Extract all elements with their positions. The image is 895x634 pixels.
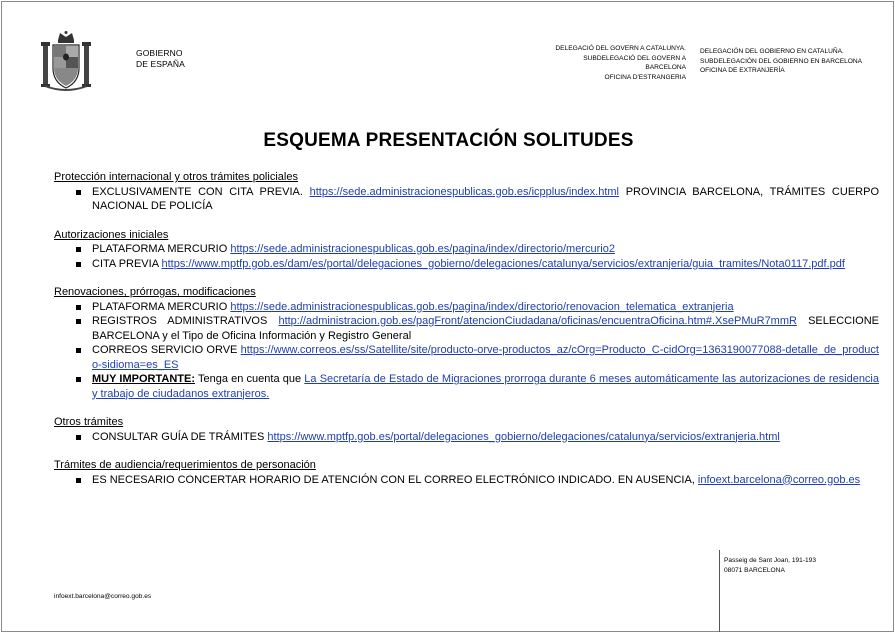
- bullet-icon: [76, 262, 81, 267]
- address-line: Passeig de Sant Joan, 191-193: [724, 557, 817, 564]
- deleg-es-line: DELEGACIÓN DEL GOBIERNO EN CATALUÑA.: [700, 48, 844, 55]
- deleg-ca-line: DELEGACIÓ DEL GOVERN A CATALUNYA.: [555, 45, 686, 52]
- item-text: PLATAFORMA MERCURIO: [92, 243, 231, 255]
- list-item: [54, 314, 879, 343]
- section-title: Renovaciones, prórrogas, modificaciones: [54, 286, 256, 298]
- item-text: Tenga en cuenta que: [195, 373, 305, 385]
- bullet-icon: [76, 305, 81, 310]
- address-divider: [719, 550, 720, 632]
- deleg-es-line: OFICINA DE EXTRANJERÍA: [700, 67, 785, 74]
- item-text: EXCLUSIVAMENTE CON CITA PREVIA.: [92, 185, 310, 198]
- footer-email: infoext.barcelona@correo.gob.es: [54, 593, 152, 600]
- item-text: ES NECESARIO CONCERTAR HORARIO DE ATENCIÓN CON EL CORREO ELECTRÓNICO INDICADO. EN AUSENCIA,: [92, 473, 698, 486]
- item-text: PROVINCIA BARCELONA, TRÁMITES CUERPO NACIONAL DE POLICÍA: [92, 185, 879, 212]
- deleg-ca-line: BARCELONA: [645, 64, 686, 71]
- section-title: Autorizaciones iniciales: [54, 228, 169, 241]
- deleg-es-line: SUBDELEGACIÓN DEL GOBIERNO EN BARCELONA: [700, 57, 863, 65]
- link[interactable]: https://sede.administracionespublicas.gob.es/pagina/index/directorio/mercurio2: [230, 243, 615, 255]
- address-block: [724, 556, 816, 575]
- gov-line-2: DE ESPAÑA: [136, 59, 185, 69]
- deleg-ca-line: OFICINA D'ESTRANGERIA: [604, 73, 686, 81]
- bullet-icon: [76, 377, 81, 382]
- link[interactable]: https://sede.administracionespublicas.gob.es/icpplus/index.html: [309, 185, 620, 198]
- list-item: [54, 300, 879, 315]
- list-item: [54, 372, 879, 401]
- bullet-icon: [76, 190, 81, 195]
- coat-of-arms-icon: [40, 30, 92, 96]
- address-line: 08071 BARCELONA: [724, 566, 785, 574]
- list-item: [54, 430, 879, 445]
- deleg-ca-line: SUBDELEGACIÓ DEL GOVERN A: [583, 54, 686, 62]
- section-audiencia: [54, 458, 879, 487]
- section-title: Trámites de audiencia/requerimientos de personación: [54, 459, 316, 471]
- link[interactable]: https://sede.administracionespublicas.gob.es/pagina/index/directorio/renovacion_telematica_extranjeria: [230, 300, 734, 313]
- bullet-icon: [76, 348, 81, 353]
- section-title: Otros trámites: [54, 416, 124, 428]
- list-item: [54, 185, 879, 214]
- bullet-icon: [76, 319, 81, 324]
- important-label: MUY IMPORTANTE:: [92, 373, 195, 385]
- bullet-icon: [76, 247, 81, 252]
- bullet-icon: [76, 435, 81, 440]
- list-item: [54, 242, 879, 257]
- email-link[interactable]: infoext.barcelona@correo.gob.es: [697, 473, 861, 486]
- list-item: [54, 257, 879, 272]
- link[interactable]: https://www.mptfp.gob.es/portal/delegaciones_gobierno/delegaciones/catalunya/servicios/extranjeria.html: [267, 430, 780, 443]
- item-text: CITA PREVIA: [92, 257, 162, 270]
- section-renovaciones: [54, 285, 879, 401]
- delegation-spanish: [700, 47, 890, 76]
- page-title: ESQUEMA PRESENTACIÓN SOLITUDES: [263, 130, 634, 151]
- document-page: [1, 1, 894, 632]
- document-content: [54, 170, 879, 501]
- gov-line-1: GOBIERNO: [136, 48, 183, 58]
- link[interactable]: http://administracion.gob.es/pagFront/atencionCiudadana/oficinas/encuentraOficina.htm#.XsePMuR7mmR: [278, 315, 797, 327]
- bullet-icon: [76, 478, 81, 483]
- item-text: SELECCIONE BARCELONA y el Tipo de Oficina Información y Registro General: [92, 315, 879, 342]
- section-proteccion: [54, 170, 879, 214]
- link[interactable]: https://www.mptfp.gob.es/dam/es/portal/delegaciones_gobierno/delegaciones/catalunya/servicios/extranjeria/guia_tramites/Nota0117.pdf.pdf: [161, 257, 845, 270]
- item-text: PLATAFORMA MERCURIO: [92, 300, 231, 313]
- link[interactable]: La Secretaría de Estado de Migraciones prorroga durante 6 meses automáticamente las autorizaciones de residencia y trabajo de ciudadanos extranjeros.: [92, 373, 879, 400]
- item-text: CONSULTAR GUÍA DE TRÁMITES: [92, 430, 268, 443]
- list-item: [54, 343, 879, 372]
- gobierno-logo-text: [136, 48, 185, 70]
- section-otros: [54, 415, 879, 444]
- section-autorizaciones: [54, 228, 879, 272]
- delegation-catalan: [486, 44, 686, 82]
- item-text: CORREOS SERVICIO ORVE: [92, 344, 241, 356]
- section-title: Protección internacional y otros trámites policiales: [54, 171, 298, 183]
- link[interactable]: https://www.correos.es/ss/Satellite/site/producto-orve-productos_az/cOrg=Producto_C-cidOrg=1363190077088-detalle_de_producto-sidioma=es_ES: [92, 344, 879, 371]
- list-item: [54, 473, 879, 488]
- item-text: REGISTROS ADMINISTRATIVOS: [92, 315, 279, 327]
